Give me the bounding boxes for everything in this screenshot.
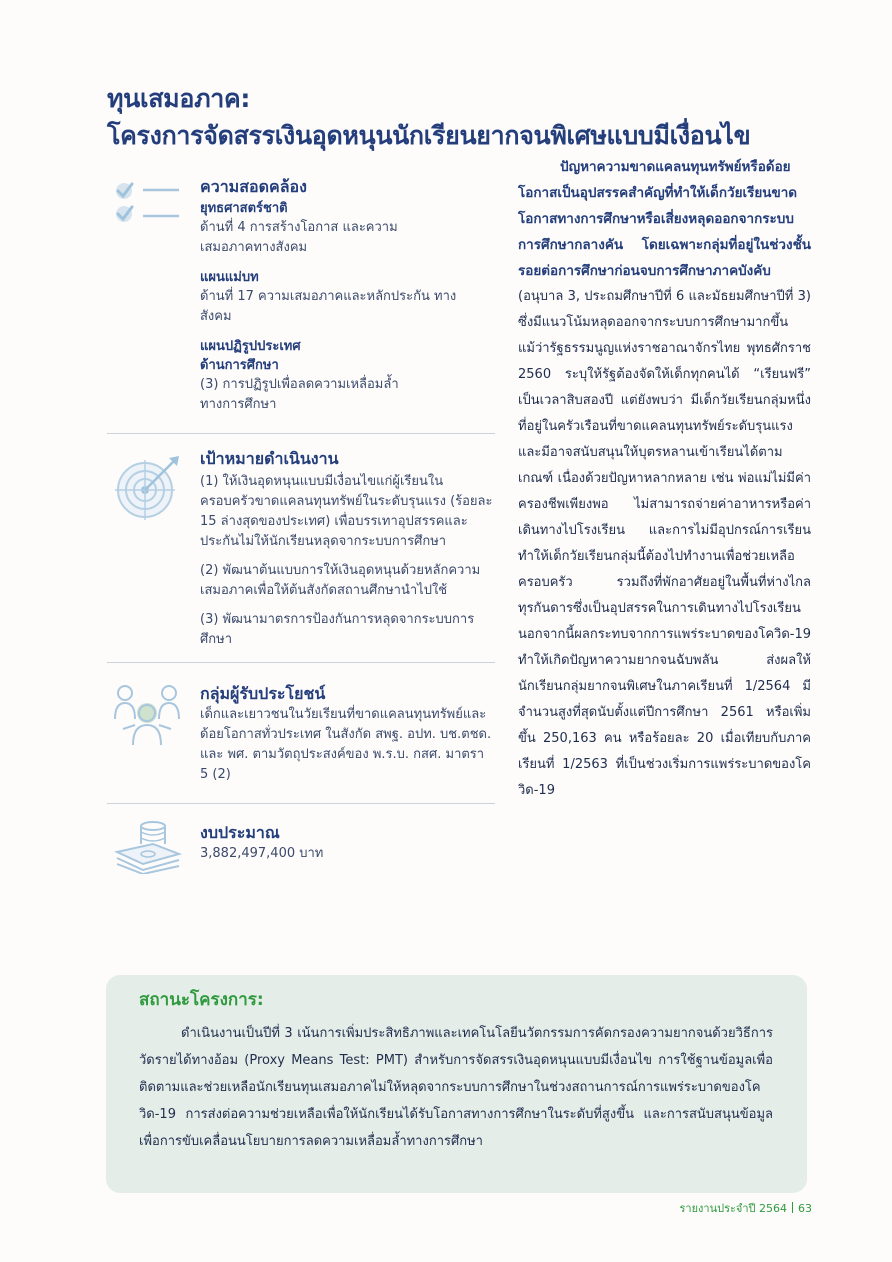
reform-title-1: แผนปฏิรูปประเทศ: [200, 339, 301, 354]
checklist-icon: [113, 178, 189, 224]
beneficiaries-heading: กลุ่มผู้รับประโยชน์: [200, 684, 326, 703]
status-heading: สถานะโครงการ:: [139, 990, 264, 1010]
left-column: [107, 170, 495, 864]
title-line-2: โครงการจัดสรรเงินอุดหนุนนักเรียนยากจนพิเศษแบบมีเงื่อนไข: [107, 121, 751, 150]
page-title: [107, 80, 827, 154]
right-column: [518, 154, 811, 804]
target-icon: [113, 454, 185, 520]
goal-item-3: (3) พัฒนามาตรการป้องกันการหลุดจากระบบการศึกษา: [200, 612, 475, 647]
masterplan-title: แผนแม่บท: [200, 270, 259, 285]
goals-section: [107, 434, 495, 650]
page-number: 63: [798, 1202, 812, 1215]
status-text: ดำเนินงานเป็นปีที่ 3 เน้นการเพิ่มประสิทธิภาพและเทคโนโลยีนวัตกรรมการคัดกรองความยากจนด้วยวิธีการวัดรายได้ทางอ้อม (Proxy Means Test: PMT) สำหรับการจัดสรรเงินอุดหนุนแบบมีเงื่อนไข การใช้ฐานข้อมูลเพื่อติดตามและช่วยเหลือนักเรียนทุนเสมอภาคไม่ให้หลุดจากระบบการศึกษาในช่วงสถานการณ์การแพร่ระบาดของโควิด-19 การส่งต่อความช่วยเหลือเพื่อให้นักเรียนได้รับโอกาสทางการศึกษาในระดับที่สูงขึ้น และการสนับสนุนข้อมูลเพื่อการขับเคลื่อนนโยบายการลดความเหลื่อมล้ำทางการศึกษา: [139, 1026, 773, 1149]
goal-item-1: (1) ให้เงินอุดหนุนแบบมีเงื่อนไขแก่ผู้เรียนในครอบครัวขาดแคลนทุนทรัพย์ในระดับรุนแรง (ร้อยละ 15 ล่างสุดของประเทศ) เพื่อบรรเทาอุปสรรคและประกันไม่ให้นักเรียนหลุดจากระบบการศึกษา: [200, 474, 493, 549]
strategy-text: ด้านที่ 4 การสร้างโอกาส และความเสมอภาคทางสังคม: [200, 220, 398, 255]
strategy-title: ยุทธศาสตร์ชาติ: [200, 201, 288, 216]
footer-divider: [792, 1202, 793, 1213]
report-label: รายงานประจำปี 2564: [679, 1202, 787, 1215]
reform-text: (3) การปฏิรูปเพื่อลดความเหลื่อมล้ำ ทางการศึกษา: [200, 377, 399, 412]
intro-lead: ปัญหาความขาดแคลนทุนทรัพย์หรือด้อยโอกาสเป็นอุปสรรคสำคัญที่ทำให้เด็กวัยเรียนขาดโอกาสทางการศึกษาหรือเสี่ยงหลุดออกจากระบบการศึกษากลางคัน โดยเฉพาะกลุ่มที่อยู่ในช่วงชั้นรอยต่อการศึกษาก่อนจบการศึกษาภาคบังคับ: [518, 159, 811, 279]
alignment-heading: ความสอดคล้อง: [200, 177, 307, 196]
title-line-1: ทุนเสมอภาค:: [107, 84, 251, 113]
beneficiaries-text: เด็กและเยาวชนในวัยเรียนที่ขาดแคลนทุนทรัพย์และด้อยโอกาสทั่วประเทศ ในสังกัด สพฐ. อปท. บช.ตชด. และ พศ. ตามวัตถุประสงค์ของ พ.ร.บ. กสศ. มาตรา 5 (2): [200, 707, 492, 782]
status-panel: [106, 975, 807, 1193]
people-icon: [113, 683, 183, 749]
page-footer: [680, 1199, 813, 1217]
budget-heading: งบประมาณ: [200, 823, 280, 842]
beneficiaries-section: [107, 663, 495, 785]
budget-section: [107, 804, 495, 864]
goal-item-2: (2) พัฒนาต้นแบบการให้เงินอุดหนุนด้วยหลักความเสมอภาคเพื่อให้ต้นสังกัดสถานศึกษานำไปใช้: [200, 563, 481, 598]
money-icon: [113, 818, 183, 874]
goals-heading: เป้าหมายดำเนินงาน: [200, 449, 339, 468]
budget-amount: 3,882,497,400 บาท: [200, 846, 324, 861]
masterplan-text: ด้านที่ 17 ความเสมอภาคและหลักประกัน ทางสังคม: [200, 289, 457, 324]
reform-title-2: ด้านการศึกษา: [200, 358, 279, 373]
intro-body: (อนุบาล 3, ประถมศึกษาปีที่ 6 และมัธยมศึกษาปีที่ 3) ซึ่งมีแนวโน้มหลุดออกจากระบบการศึกษามากขึ้น แม้ว่ารัฐธรรมนูญแห่งราชอาณาจักรไทย พุทธศักราช 2560 ระบุให้รัฐต้องจัดให้เด็กทุกคนได้ “เรียนฟรี” เป็นเวลาสิบสองปี แต่ยังพบว่า มีเด็กวัยเรียนกลุ่มหนึ่งที่อยู่ในครัวเรือนที่ขาดแคลนทุนทรัพย์ระดับรุนแรง และมีอาจสนับสนุนให้บุตรหลานเข้าเรียนได้ตามเกณฑ์ เนื่องด้วยปัญหาหลากหลาย เช่น พ่อแม่ไม่มีค่าครองชีพเพียงพอ ไม่สามารถจ่ายค่าอาหารหรือค่าเดินทางไปโรงเรียน และการไม่มีอุปกรณ์การเรียน ทำให้เด็กวัยเรียนกลุ่มนี้ต้องไปทำงานเพื่อช่วยเหลือครอบครัว รวมถึงที่พักอาศัยอยู่ในพื้นที่ห่างไกลทุรกันดารซึ่งเป็นอุปสรรคในการเดินทางไปโรงเรียน นอกจากนี้ผลกระทบจากการแพร่ระบาดของโควิด-19 ทำให้เกิดปัญหาความยากจนฉับพลัน ส่งผลให้นักเรียนกลุ่มยากจนพิเศษในภาคเรียนที่ 1/2564 มีจำนวนสูงที่สุดนับตั้งแต่ปีการศึกษา 2561 หรือเพิ่มขึ้น 250,163 คน หรือร้อยละ 20 เมื่อเทียบกับภาคเรียนที่ 1/2563 ที่เป็นช่วงเริ่มการแพร่ระบาดของโควิด-19: [518, 289, 812, 798]
alignment-section: [107, 170, 495, 415]
